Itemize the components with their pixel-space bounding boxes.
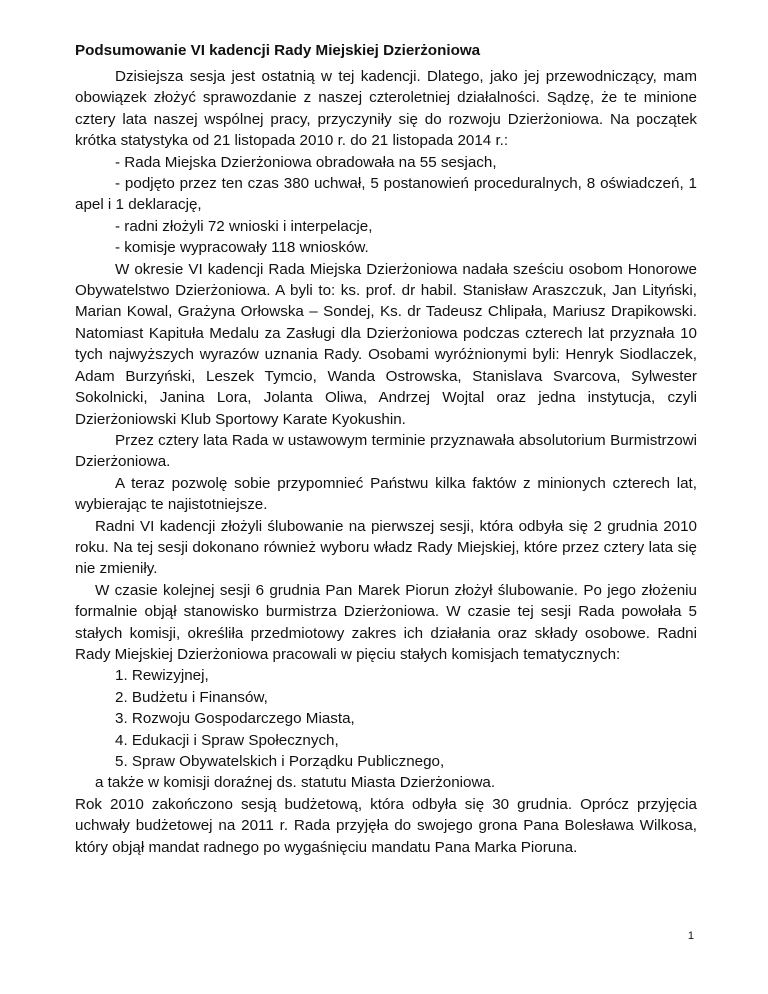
page-number: 1 (687, 930, 694, 942)
paragraph-oath: Radni VI kadencji złożyli ślubowanie na pierwszej sesji, która odbyła się 2 grudnia 2010 roku. Na tej sesji dokonano również wyboru władz Rady Miejskiej, które przez cztery lata się nie zmieniły. (75, 517, 697, 578)
committee-item-education: 4. Edukacji i Spraw Społecznych, (115, 731, 339, 749)
stat-item-sessions: - Rada Miejska Dzierżoniowa obradowała na 55 sesjach, (115, 153, 497, 171)
document-page (75, 40, 697, 858)
committee-item-civic-affairs: 5. Spraw Obywatelskich i Porządku Publicznego, (115, 753, 445, 770)
committee-item-statute: a także w komisji doraźnej ds. statutu Miasta Dzierżoniowa. (95, 774, 496, 792)
paragraph-facts-intro: A teraz pozwolę sobie przypomnieć Państwu kilka faktów z minionych czterech lat, wybierając te najistotniejsze. (75, 474, 697, 514)
document-body (75, 66, 697, 858)
paragraph-absolutorium: Przez cztery lata Rada w ustawowym terminie przyznawała absolutorium Burmistrzowi Dzierżoniowa. (75, 431, 697, 471)
document-title: Podsumowanie VI kadencji Rady Miejskiej Dzierżoniowa (75, 42, 481, 59)
committee-item-audit: 1. Rewizyjnej, (115, 667, 209, 685)
committee-item-budget: 2. Budżetu i Finansów, (115, 688, 268, 706)
stat-item-resolutions: - podjęto przez ten czas 380 uchwał, 5 postanowień proceduralnych, 8 oświadczeń, 1 apel i 1 deklarację, (75, 175, 697, 214)
paragraph-intro: Dzisiejsza sesja jest ostatnią w tej kadencji. Dlatego, jako jej przewodniczący, mam obowiązek złożyć sprawozdanie z naszej czteroletniej działalności. Sądzę, że te minione cztery lata naszej wspólnej pracy, przyczyniły się do rozwoju Dzierżoniowa. Na początek krótka statystyka od 21 listopada 2010 r. do 21 listopada 2014 r.: (75, 68, 697, 150)
paragraph-budget-session: Rok 2010 zakończono sesją budżetową, która odbyła się 30 grudnia. Oprócz przyjęcia uchwały budżetowej na 2011 r. Rada przyjęła do swojego grona Pana Bolesława Wilkosa, który objął mandat radnego po wygaśnięciu mandatu Pana Marka Pioruna. (75, 795, 697, 856)
paragraph-honorary-citizenship: W okresie VI kadencji Rada Miejska Dzierżoniowa nadała sześciu osobom Honorowe Obywatelstwo Dzierżoniowa. A byli to: ks. prof. dr habil. Stanisław Araszczuk, Jan Lityński, Marian Kowal, Grażyna Orłowska – Sondej, Ks. dr Tadeusz Chlipała, Mariusz Drapikowski. Natomiast Kapituła Medalu za Zasługi dla Dzierżoniowa podczas czterech lat przyznała 10 tych najwyższych wyrazów uznania Rady. Osobami wyróżnionymi byli: Henryk Siodlaczek, Adam Burzyński, Leszek Tymcio, Wanda Ostrowska, Stanislava Svarcova, Sylwester Sokolnicki, Janina Lora, Jolanta Oliwa, Andrzej Wojtal oraz jedna instytucja, czyli Dzierżoniowski Klub Sportowy Karate Kyokushin. (75, 260, 697, 428)
committee-item-development: 3. Rozwoju Gospodarczego Miasta, (115, 710, 355, 728)
stat-item-committees: - komisje wypracowały 118 wniosków. (115, 239, 369, 257)
stat-item-motions: - radni złożyli 72 wnioski i interpelacje, (115, 217, 373, 235)
paragraph-mayor-oath: W czasie kolejnej sesji 6 grudnia Pan Marek Piorun złożył ślubowanie. Po jego złożeniu formalnie objął stanowisko burmistrza Dzierżoniowa. W czasie tej sesji Rada powołała 5 stałych komisji, określiła przedmiotowy zakres ich działania oraz składy osobowe. Radni Rady Miejskiej Dzierżoniowa pracowali w pięciu stałych komisjach tematycznych: (75, 581, 697, 663)
